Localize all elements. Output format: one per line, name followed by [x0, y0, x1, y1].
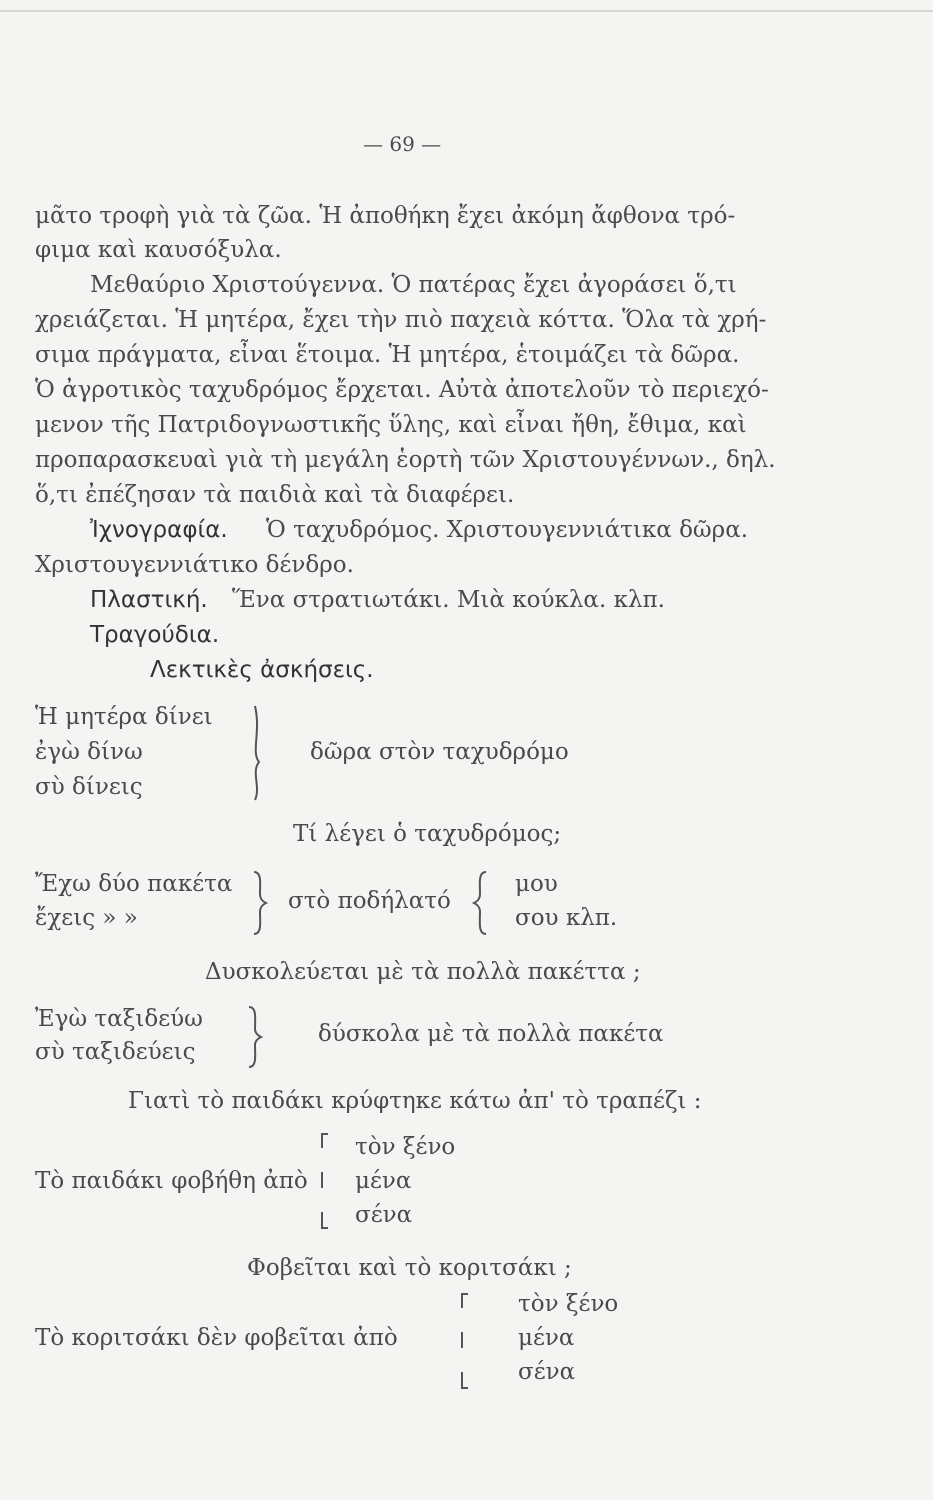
bracket: [318, 1130, 332, 1232]
section-text: Χριστουγεννιάτικο δένδρο.: [35, 552, 354, 578]
section-heading-lektikes: Λεκτικὲς ἀσκήσεις.: [150, 657, 374, 683]
section-text: Ὁ ταχυδρόμος. Χριστουγεννιάτικα δῶρα.: [266, 517, 749, 543]
exercise-question: Γιατὶ τὸ παιδάκι κρύφτηκε κάτω ἀπ' τὸ τραπέζι :: [128, 1088, 702, 1114]
exercise-subject: Τὸ παιδάκι φοβήθη ἀπὸ: [35, 1168, 308, 1194]
exercise-object: μένα: [355, 1168, 412, 1194]
exercise-object: τὸν ξένο: [518, 1291, 619, 1317]
text-line: μενον τῆς Πατριδογνωστικῆς ὕλης, καὶ εἶναι ἤθη, ἔθιμα, καὶ: [35, 412, 747, 438]
grouping-brace: [245, 702, 269, 804]
exercise-subject: ἐγὼ δίνω: [35, 739, 143, 765]
exercise-subject: σὺ δίνεις: [35, 774, 143, 800]
text-line: προπαρασκευαὶ γιὰ τὴ μεγάλη ἑορτὴ τῶν Χριστουγέννων., δηλ.: [35, 447, 776, 473]
text-line: Ὁ ἀγροτικὸς ταχυδρόμος ἔρχεται. Αὐτὰ ἀποτελοῦν τὸ περιεχό-: [35, 377, 769, 403]
exercise-question: Φοβεῖται καὶ τὸ κοριτσάκι ;: [247, 1255, 572, 1281]
left-brace: [470, 870, 490, 936]
exercise-middle: στὸ ποδήλατό: [288, 888, 451, 914]
exercise-subject: Τὸ κοριτσάκι δὲν φοβεῖται ἀπὸ: [35, 1325, 398, 1351]
exercise-object: δῶρα στὸν ταχυδρόμο: [310, 739, 569, 765]
section-label-ichnografia: Ἰχνογραφία.: [90, 517, 228, 543]
section-label-plastiki: Πλαστική.: [90, 587, 208, 613]
exercise-object: μένα: [518, 1325, 575, 1351]
exercise-subject: Ἐγὼ ταξιδεύω: [35, 1006, 203, 1032]
section-label-tragoudia: Τραγούδια.: [90, 622, 220, 648]
exercise-subject: Ἡ μητέρα δίνει: [35, 704, 213, 730]
text-line: ὅ,τι ἐπέζησαν τὰ παιδιὰ καὶ τὰ διαφέρει.: [35, 482, 515, 508]
right-brace: [245, 1005, 265, 1069]
right-brace: [250, 870, 270, 936]
text-line: Μεθαύριο Χριστούγεννα. Ὁ πατέρας ἔχει ἀγοράσει ὅ,τι: [90, 272, 737, 298]
exercise-subject: ἔχεις » »: [35, 905, 138, 931]
exercise-object: σένα: [355, 1202, 413, 1228]
exercise-ending: μου: [515, 871, 558, 897]
text-line: σιμα πράγματα, εἶναι ἕτοιμα. Ἡ μητέρα, ἑτοιμάζει τὰ δῶρα.: [35, 342, 740, 368]
exercise-subject: σὺ ταξιδεύεις: [35, 1039, 196, 1065]
text-line: φιμα καὶ καυσόξυλα.: [35, 237, 282, 263]
page-top-edge: [0, 10, 933, 12]
exercise-object: τὸν ξένο: [355, 1134, 456, 1160]
exercise-question: Δυσκολεύεται μὲ τὰ πολλὰ πακέττα ;: [205, 959, 641, 985]
exercise-object: σένα: [518, 1359, 576, 1385]
bracket: [458, 1290, 472, 1392]
section-text: Ἕνα στρατιωτάκι. Μιὰ κούκλα. κλπ.: [232, 587, 665, 613]
exercise-subject: Ἔχω δύο πακέτα: [35, 871, 233, 897]
exercise-question: Τί λέγει ὁ ταχυδρόμος;: [293, 821, 562, 847]
exercise-ending: σου κλπ.: [515, 905, 618, 931]
exercise-object: δύσκολα μὲ τὰ πολλὰ πακέτα: [318, 1021, 664, 1047]
page-number: — 69 —: [363, 132, 442, 156]
text-line: χρειάζεται. Ἡ μητέρα, ἔχει τὴν πιὸ παχειὰ κόττα. Ὅλα τὰ χρή-: [35, 307, 767, 333]
text-line: μᾶτο τροφὴ γιὰ τὰ ζῶα. Ἡ ἀποθήκη ἔχει ἀκόμη ἄφθονα τρό-: [35, 203, 736, 229]
